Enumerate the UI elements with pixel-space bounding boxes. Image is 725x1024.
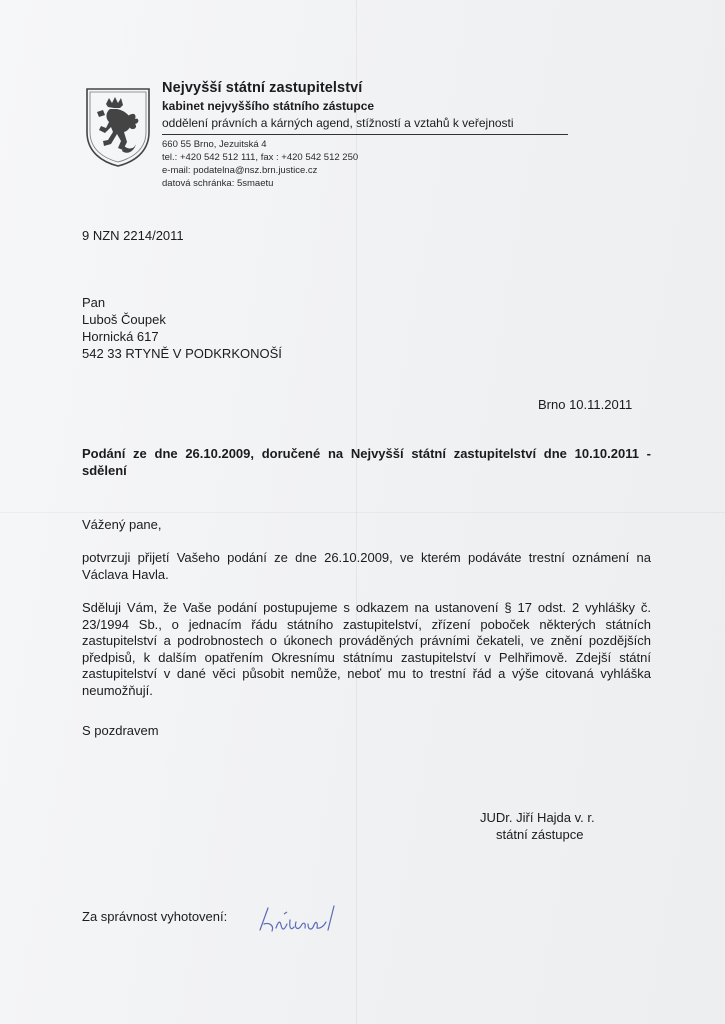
- paper-fold-horizontal: [0, 512, 725, 513]
- letter-subject: Podání ze dne 26.10.2009, doručené na Nejvyšší státní zastupitelství dne 10.10.2011 - sdělení: [82, 446, 651, 478]
- closing-phrase: S pozdravem: [82, 723, 159, 738]
- greeting: Vážený pane,: [82, 517, 162, 532]
- body-paragraph-2: Sděluji Vám, že Vaše podání postupujeme s odkazem na ustanovení § 17 odst. 2 vyhlášky č. 23/1994 Sb., o jednacím řádu státního zastupitelství, zřízení poboček některých státních zastupitelství a podrobnostech o úkonech prováděných právními čekateli, ve znění pozdějších předpisů, k dalším opatřením Okresnímu státnímu zastupitelství v Pelhřimově. Zdejší státní zastupitelství v dané věci působit nemůže, neboť mu to trestní řád a výše citovaná vyhláška neumožňují.: [82, 600, 651, 698]
- letterhead-divider: [162, 134, 568, 135]
- institution-email: e-mail: podatelna@nsz.brn.justice.cz: [162, 165, 318, 176]
- body-paragraph-1: potvrzuji přijetí Vašeho podání ze dne 26.10.2009, ve kterém podáváte trestní oznámení na Václava Havla.: [82, 550, 651, 582]
- letter-date: Brno 10.11.2011: [538, 397, 633, 412]
- czech-lion-coat-of-arms-icon: [84, 86, 152, 168]
- recipient-street: Hornická 617: [82, 329, 159, 344]
- recipient-city: 542 33 RTYNĚ V PODKRKONOŠÍ: [82, 346, 282, 361]
- recipient-salutation: Pan: [82, 295, 106, 310]
- institution-databox: datová schránka: 5smaetu: [162, 178, 274, 189]
- signatory-name: JUDr. Jiří Hajda v. r.: [480, 810, 595, 825]
- certification-label: Za správnost vyhotovení:: [82, 909, 228, 924]
- cabinet-name: kabinet nejvyššího státního zástupce: [162, 99, 375, 113]
- reference-number: 9 NZN 2214/2011: [82, 228, 184, 243]
- recipient-name: Luboš Čoupek: [82, 312, 166, 327]
- department-name: oddělení právních a kárných agend, stížností a vztahů k veřejnosti: [162, 116, 514, 130]
- institution-address: 660 55 Brno, Jezuitská 4: [162, 139, 267, 150]
- signatory-title: státní zástupce: [496, 827, 584, 842]
- handwritten-signature: [254, 900, 346, 940]
- institution-phone: tel.: +420 542 512 111, fax : +420 542 512 250: [162, 152, 359, 163]
- institution-name: Nejvyšší státní zastupitelství: [162, 80, 363, 96]
